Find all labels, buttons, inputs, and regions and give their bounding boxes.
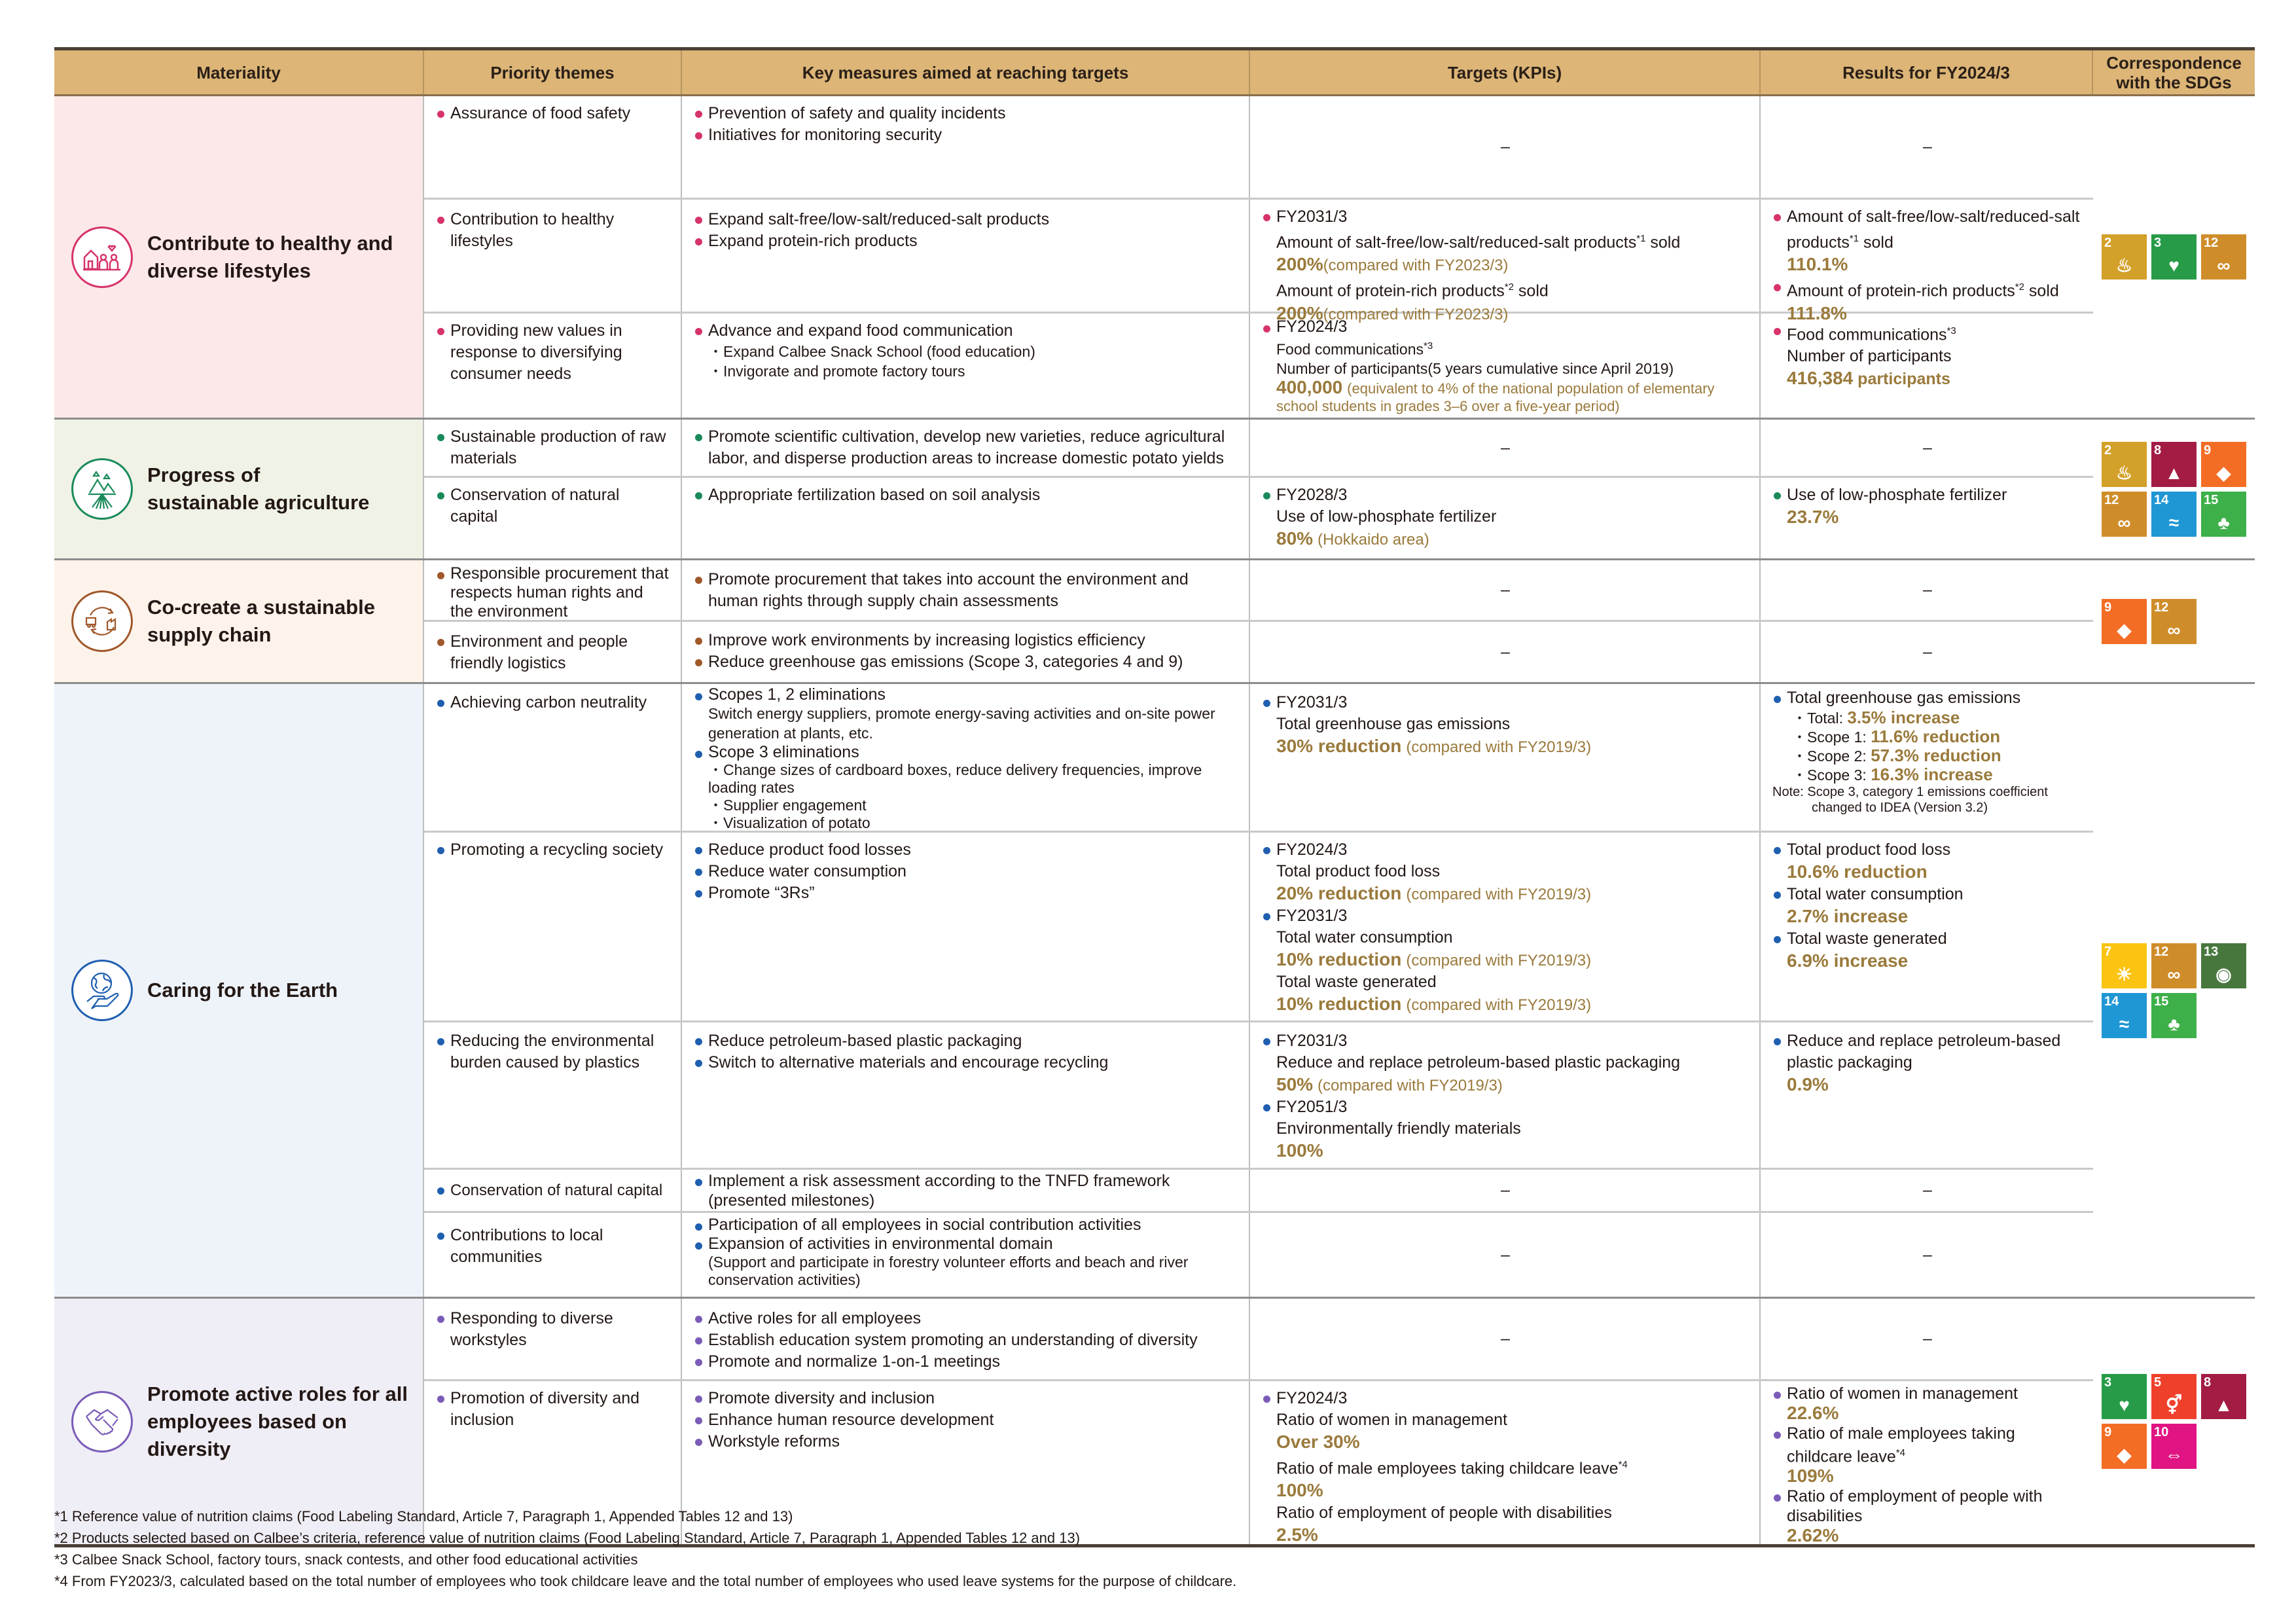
measure-subitem: ・Expand Calbee Snack School (food education) — [708, 343, 1035, 360]
result-value: 22.6% — [1787, 1403, 1839, 1423]
table-row — [424, 1213, 2093, 1297]
target-value: 30% reduction — [1276, 736, 1402, 756]
target-label: Total water consumption — [1276, 928, 1453, 947]
sdg-glyph-icon: ♥ — [2119, 1395, 2130, 1415]
result-label: Total water consumption — [1772, 884, 2083, 905]
result-label: Amount of protein-rich products$^{*2}$ sold — [1772, 276, 2083, 302]
result-label: Total greenhouse gas emissions — [1772, 688, 2083, 708]
result-value: 16.3% increase — [1871, 765, 1993, 784]
result-value: 23.7% — [1787, 507, 1839, 527]
footnotes — [54, 1506, 1236, 1592]
header-sdgs: Correspondence with the SDGs — [2106, 52, 2242, 92]
target-value: 20% reduction — [1276, 883, 1402, 903]
target-value: 400,000 — [1276, 376, 1343, 397]
result-value: 111.8% — [1787, 302, 1847, 323]
priority-theme: Achieving carbon neutrality — [436, 692, 670, 713]
result-label: Total product food loss — [1772, 839, 2083, 861]
target-year: FY2024/3 — [1262, 839, 1749, 861]
priority-theme: Conservation of natural capital — [436, 484, 670, 528]
sdg-glyph-icon: ∞ — [2217, 255, 2231, 276]
result-value: 2.62% — [1787, 1525, 1839, 1546]
target-empty: – — [1250, 622, 1761, 682]
sdg-goal-9-icon — [2102, 599, 2147, 644]
result-value: 2.7% increase — [1787, 906, 1909, 926]
sdg-number: 3 — [2104, 1375, 2112, 1390]
materiality-cell — [54, 96, 424, 418]
result-note: Note: Scope 3, category 1 emissions coefficient — [1772, 785, 2048, 799]
sdg-number: 5 — [2154, 1375, 2162, 1390]
table-row — [424, 1170, 2093, 1213]
measure-item: Promote and normalize 1-on-1 meetings — [694, 1351, 1238, 1373]
measure-item: Expand salt-free/low-salt/reduced-salt products — [694, 209, 1238, 230]
section-earth — [54, 684, 2255, 1299]
table-row: Reducing the environmental burden caused by plastics Reduce petroleum-based plastic packaging Switch to alternative materials and encourage recycling FY2031/3 Reduce and replace petroleum-based plastic packaging 50% (compared with FY2019/3) FY2051/3 Environmentally friendly materials 100% Reduce and replace petroleum-based plastic packaging 0.9% — [424, 1022, 2093, 1170]
result-value: 0.9% — [1787, 1074, 1829, 1094]
target-empty: – — [1250, 1213, 1761, 1297]
sdg-icons — [2102, 599, 2246, 644]
priority-theme: Responding to diverse workstyles — [436, 1308, 670, 1351]
footnote: *3 Calbee Snack School, factory tours, snack contests, and other food educational activities — [54, 1551, 638, 1568]
sdg-goal-9-icon — [2201, 442, 2246, 487]
sdg-number: 12 — [2204, 236, 2219, 250]
target-label: Use of low-phosphate fertilizer — [1276, 507, 1497, 526]
target-value: 2.5% — [1276, 1525, 1318, 1545]
sdg-goal-5-icon — [2151, 1374, 2197, 1419]
measure-item: Establish education system promoting an understanding of diversity — [694, 1329, 1238, 1351]
sdg-glyph-icon: ≈ — [2119, 1013, 2130, 1034]
target-year: FY2028/3 — [1262, 484, 1749, 506]
measure-item: Scope 3 eliminations — [694, 743, 1238, 761]
priority-theme: Promotion of diversity and inclusion — [436, 1388, 670, 1431]
target-label: Amount of protein-rich products$^{*2}$ sold — [1276, 281, 1549, 300]
sdg-cell — [2093, 684, 2255, 1297]
target-value: 10% reduction — [1276, 949, 1402, 969]
result-note: changed to IDEA (Version 3.2) — [1812, 801, 1988, 815]
result-label: Reduce and replace petroleum-based plastic packaging — [1772, 1030, 2083, 1074]
target-label: Ratio of male employees taking childcare leave$^{*4}$ — [1276, 1459, 1628, 1478]
measure-subitem: (Support and participate in forestry volunteer efforts and beach and river conservation activities) — [708, 1254, 1189, 1288]
measure-item: Promote diversity and inclusion — [694, 1388, 1238, 1409]
result-value: 11.6% reduction — [1871, 727, 2001, 746]
measure-item: Expand protein-rich products — [694, 230, 1238, 252]
sdg-number: 9 — [2104, 1425, 2112, 1439]
sdg-number: 14 — [2154, 492, 2169, 507]
target-empty: – — [1250, 1170, 1761, 1211]
sdg-cell — [2093, 560, 2255, 682]
sdg-goal-8-icon — [2151, 442, 2197, 487]
priority-theme: Providing new values in response to diversifying consumer needs — [436, 320, 670, 385]
measure-subitem: (presented milestones) — [708, 1191, 875, 1210]
result-value: 6.9% increase — [1787, 950, 1909, 971]
sdg-goal-2-icon — [2102, 442, 2147, 487]
materiality-title: Promote active roles for all employees based on diversity — [147, 1382, 408, 1460]
sdg-icons — [2102, 234, 2246, 280]
sdg-glyph-icon: ♣ — [2217, 512, 2230, 533]
measure-item: Reduce petroleum-based plastic packaging — [694, 1030, 1238, 1052]
sdg-glyph-icon: ▲ — [2164, 462, 2183, 483]
sdg-number: 3 — [2154, 236, 2162, 250]
measure-item: Active roles for all employees — [694, 1308, 1238, 1329]
priority-theme: Reducing the environmental burden caused by plastics — [436, 1030, 670, 1074]
header-results: Results for FY2024/3 — [1761, 50, 2093, 94]
sdg-glyph-icon: ◆ — [2117, 619, 2132, 640]
target-value: Over 30% — [1276, 1432, 1360, 1452]
measure-item: Workstyle reforms — [694, 1431, 1238, 1453]
table-row — [424, 560, 2093, 622]
target-label: Total greenhouse gas emissions — [1276, 715, 1511, 733]
target-year: FY2051/3 — [1262, 1096, 1749, 1118]
sdg-number: 9 — [2104, 600, 2112, 615]
result-label: Use of low-phosphate fertilizer — [1772, 484, 2083, 506]
measure-item: Enhance human resource development — [694, 1409, 1238, 1431]
measure-item: Implement a risk assessment according to the TNFD framework — [694, 1171, 1238, 1191]
priority-theme: Sustainable production of raw materials — [436, 426, 670, 469]
sdg-glyph-icon: ∞ — [2167, 619, 2181, 640]
target-label: Number of participants(5 years cumulative since April 2019) — [1276, 359, 1674, 377]
measure-item: Switch to alternative materials and encourage recycling — [694, 1052, 1238, 1074]
header-priority-themes: Priority themes — [424, 50, 682, 94]
sdg-goal-10-icon — [2151, 1424, 2197, 1469]
sdg-number: 8 — [2204, 1375, 2212, 1390]
target-empty: – — [1250, 560, 1761, 620]
target-label: Environmentally friendly materials — [1276, 1119, 1521, 1138]
measure-subitem: ・Visualization of potato — [708, 814, 870, 831]
measure-item: Promote “3Rs” — [694, 882, 1238, 904]
sdg-goal-15-icon — [2151, 993, 2197, 1038]
sdg-glyph-icon: ♨ — [2115, 255, 2133, 276]
table-row — [424, 622, 2093, 682]
supply-cycle-icon — [71, 590, 133, 652]
measure-item: Reduce greenhouse gas emissions (Scope 3, categories 4 and 9) — [694, 651, 1238, 673]
sdg-icons — [2102, 442, 2246, 537]
result-empty: – — [1923, 1245, 1932, 1264]
section-supply-chain — [54, 560, 2255, 684]
measure-subitem: ・Supplier engagement — [708, 797, 867, 814]
sdg-goal-13-icon — [2201, 943, 2246, 988]
target-empty: – — [1250, 96, 1761, 198]
sdg-glyph-icon: ♣ — [2168, 1013, 2180, 1034]
sdg-number: 2 — [2104, 236, 2112, 250]
priority-theme: Contributions to local communities — [436, 1225, 670, 1268]
materiality-title: Co-create a sustainable supply chain — [147, 596, 376, 646]
table-row: Providing new values in response to diversifying consumer needs Advance and expand food communication ・Expand Calbee Snack School (food education) ・Invigorate and promote factory tours FY2024/3 Food communications$^{*3}$ Number of participants(5 years cumulative since April 2019) 400,000 (equivalent to 4% of the national population of elementary school students in grades 3–6 over a five-year period) Food communications$^{*3}$ Number of participants 416,384 participants — [424, 314, 2093, 418]
sdg-cell — [2093, 96, 2255, 418]
target-value: 200%(compared with FY2023/3) — [1276, 254, 1509, 275]
header-materiality: Materiality — [54, 50, 424, 94]
result-empty: – — [1923, 642, 1932, 661]
measure-item: Promote scientific cultivation, develop new varieties, reduce agricultural labor, and disperse production areas to increase domestic potato yields — [694, 426, 1238, 469]
result-label: Total waste generated — [1772, 928, 2083, 950]
sdg-number: 15 — [2204, 492, 2219, 507]
section-healthy — [54, 96, 2255, 420]
sdg-goal-12-icon — [2151, 599, 2197, 644]
sdg-cell — [2093, 420, 2255, 558]
measure-item: Reduce product food losses — [694, 839, 1238, 861]
target-year: FY2024/3 — [1262, 1388, 1749, 1409]
sdg-glyph-icon: ▲ — [2214, 1395, 2233, 1415]
handshake-icon — [71, 1391, 133, 1453]
target-value: 50% — [1276, 1074, 1314, 1094]
table-row — [424, 1299, 2093, 1381]
measure-item: Prevention of safety and quality incidents — [694, 103, 1238, 124]
result-empty: – — [1923, 438, 1932, 457]
result-value: 416,384 — [1787, 368, 1854, 389]
footnote: *4 From FY2023/3, calculated based on the total number of employees who took childcare leave and the total number of employees who used leave systems for the purpose of childcare. — [54, 1573, 1237, 1589]
footnote: *2 Products selected based on Calbee’s criteria, reference value of nutrition claims (Food Labeling Standard, Article 7, Paragraph 1, Appended Tables 12 and 13) — [54, 1530, 1081, 1546]
sdg-glyph-icon: ◉ — [2215, 964, 2232, 984]
sdg-number: 13 — [2204, 944, 2219, 959]
measure-item: Improve work environments by increasing logistics efficiency — [694, 630, 1238, 651]
sdg-goal-8-icon — [2201, 1374, 2246, 1419]
sdg-number: 2 — [2104, 442, 2112, 458]
measure-item: Initiatives for monitoring security — [694, 124, 1238, 146]
measure-subitem: ・Invigorate and promote factory tours — [708, 363, 965, 380]
sdg-goal-12-icon — [2201, 234, 2246, 280]
measure-item: Advance and expand food communication — [694, 320, 1238, 342]
sdg-number: 12 — [2104, 492, 2119, 507]
measure-item: Promote procurement that takes into account the environment and human rights through supply chain assessments — [694, 569, 1238, 612]
target-label: Total product food loss — [1276, 862, 1441, 880]
sdg-goal-9-icon — [2102, 1424, 2147, 1469]
priority-theme: Conservation of natural capital — [436, 1180, 662, 1201]
table-row: Achieving carbon neutrality Scopes 1, 2 eliminations Switch energy suppliers, promote energy-saving activities and on-site power generation at plants, etc. Scope 3 eliminations ・Change sizes of cardboard boxes, reduce delivery frequencies, improve loading rates ・Supplier engagement ・Visualization of potato FY2031/3 Total greenhouse gas emissions 30% reduction (compared with FY2019/3) Total greenhouse gas emissions ・Total: 3.5% increase ・Scope 1: 11.6% reduction ・Scope 2: 57.3% reduction ・Scope 3: 16.3% increase Note: Scope 3, category 1 emissions coefficient changed to IDEA (Version 3.2) — [424, 684, 2093, 833]
materiality-title: Contribute to healthy and diverse lifestyles — [147, 231, 393, 282]
table-row: Promoting a recycling society Reduce product food losses Reduce water consumption Promote “3Rs” FY2024/3 Total product food loss 20% reduction (compared with FY2019/3) FY2031/3 Total water consumption 10% reduction (compared with FY2019/3) Total waste generated 10% reduction (compared with FY2019/3) Total product food loss 10.6% reduction Total water consumption 2.7% increase Total waste generated 6.9% increase — [424, 833, 2093, 1022]
materiality-cell — [54, 560, 424, 682]
target-label: Amount of salt-free/low-salt/reduced-salt products$^{*1}$ sold — [1276, 233, 1681, 252]
sdg-cell — [2093, 1299, 2255, 1544]
priority-theme: Environment and people friendly logistics — [436, 631, 670, 674]
sdg-glyph-icon: ≈ — [2168, 512, 2179, 533]
table-row — [424, 96, 2093, 200]
sdg-number: 14 — [2104, 994, 2119, 1009]
priority-theme: Responsible procurement that respects human rights and the environment — [436, 564, 670, 621]
sdg-glyph-icon: ◆ — [2117, 1445, 2132, 1465]
target-year: FY2031/3 — [1262, 1030, 1749, 1052]
sdg-glyph-icon: ☀ — [2115, 964, 2133, 984]
sdg-goal-3-icon — [2102, 1374, 2147, 1419]
target-value: 100% — [1276, 1480, 1323, 1501]
measure-item: Appropriate fertilization based on soil analysis — [694, 484, 1238, 506]
result-value: 110.1% — [1787, 254, 1848, 275]
priority-theme: Contribution to healthy lifestyles — [436, 209, 670, 252]
target-label: Ratio of women in management — [1276, 1411, 1507, 1429]
mountain-field-icon — [71, 458, 133, 520]
sdg-glyph-icon: ∞ — [2117, 512, 2131, 533]
target-year: FY2031/3 — [1262, 905, 1749, 927]
earth-hand-icon — [71, 960, 133, 1021]
sdg-goal-12-icon — [2151, 943, 2197, 988]
priority-theme: Promoting a recycling society — [436, 839, 670, 861]
family-home-icon — [71, 226, 133, 288]
sdg-glyph-icon: ♥ — [2168, 255, 2179, 276]
sdg-number: 8 — [2154, 442, 2162, 458]
result-empty: – — [1923, 1329, 1932, 1348]
sdg-goal-12-icon — [2102, 492, 2147, 537]
result-value: 57.3% reduction — [1871, 746, 2001, 765]
table-header — [54, 50, 2255, 96]
table-row — [424, 420, 2093, 478]
result-label: Ratio of male employees taking childcare leave$^{*4}$ — [1772, 1424, 2083, 1466]
target-label: Reduce and replace petroleum-based plastic packaging — [1276, 1053, 1681, 1072]
sdg-glyph-icon: ⚥ — [2165, 1395, 2183, 1415]
result-label: Amount of salt-free/low-salt/reduced-salt products$^{*1}$ sold — [1772, 206, 2083, 253]
sdg-number: 12 — [2154, 600, 2169, 615]
result-value: 109% — [1787, 1466, 1834, 1487]
footnote: *1 Reference value of nutrition claims (Food Labeling Standard, Article 7, Paragraph 1, Appended Tables 12 and 13) — [54, 1508, 793, 1525]
sdg-icons — [2102, 943, 2246, 1038]
target-empty: – — [1250, 1299, 1761, 1379]
sdg-glyph-icon: ⇔ — [2164, 1445, 2183, 1465]
materiality-table — [54, 47, 2255, 1547]
sdg-goal-14-icon — [2102, 993, 2147, 1038]
sdg-icons — [2102, 1374, 2246, 1469]
sdg-number: 15 — [2154, 994, 2169, 1009]
sdg-goal-7-icon — [2102, 943, 2147, 988]
result-value: 3.5% increase — [1847, 708, 1960, 727]
sdg-goal-15-icon — [2201, 492, 2246, 537]
target-value: 200%(compared with FY2023/3) — [1276, 302, 1509, 323]
measure-subitem: Switch energy suppliers, promote energy-saving activities and on-site power generation at plants, etc. — [708, 705, 1215, 742]
materiality-cell — [54, 420, 424, 558]
measure-item: Participation of all employees in social contribution activities — [694, 1216, 1238, 1235]
section-agriculture — [54, 420, 2255, 560]
sdg-number: 12 — [2154, 944, 2169, 959]
sdg-goal-3-icon — [2151, 234, 2197, 280]
header-key-measures: Key measures aimed at reaching targets — [682, 50, 1250, 94]
sdg-number: 7 — [2104, 944, 2112, 959]
result-label: Ratio of employment of people with disabilities — [1772, 1487, 2083, 1526]
header-targets: Targets (KPIs) — [1250, 50, 1761, 94]
table-row — [424, 200, 2093, 323]
sdg-glyph-icon: ∞ — [2167, 964, 2181, 984]
materiality-title: Caring for the Earth — [147, 979, 338, 1001]
target-value: 80% — [1276, 528, 1314, 549]
measure-item: Reduce water consumption — [694, 861, 1238, 882]
target-year: FY2024/3 — [1262, 317, 1749, 336]
sdg-glyph-icon: ♨ — [2115, 462, 2133, 483]
materiality-cell — [54, 684, 424, 1297]
measure-subitem: ・Change sizes of cardboard boxes, reduce delivery frequencies, improve loading rates — [708, 761, 1202, 796]
target-value: 100% — [1276, 1140, 1323, 1161]
result-label: Ratio of women in management — [1772, 1384, 2083, 1403]
materiality-title: Progress of sustainable agriculture — [147, 463, 370, 514]
sdg-number: 9 — [2204, 442, 2212, 458]
measure-item: Scopes 1, 2 eliminations — [694, 685, 1238, 704]
measure-item: Expansion of activities in environmental domain — [694, 1235, 1238, 1254]
result-empty: – — [1923, 581, 1932, 599]
target-year: FY2031/3 — [1262, 206, 1749, 228]
target-label: Total waste generated — [1276, 973, 1437, 991]
sdg-glyph-icon: ◆ — [2216, 462, 2231, 483]
result-empty: – — [1923, 137, 1932, 156]
sdg-number: 10 — [2154, 1425, 2169, 1439]
target-value: 10% reduction — [1276, 994, 1402, 1014]
result-empty: – — [1923, 1181, 1932, 1199]
sdg-goal-2-icon — [2102, 234, 2147, 280]
table-row: Conservation of natural capital Appropriate fertilization based on soil analysis FY2028/3 Use of low-phosphate fertilizer 80% (Hokkaido area) Use of low-phosphate fertilizer 23.7% — [424, 478, 2093, 558]
result-value: 10.6% reduction — [1787, 861, 1928, 882]
sdg-goal-14-icon — [2151, 492, 2197, 537]
target-label: Ratio of employment of people with disabilities — [1276, 1504, 1612, 1523]
target-year: FY2031/3 — [1262, 692, 1749, 713]
target-empty: – — [1250, 420, 1761, 476]
priority-theme: Assurance of food safety — [436, 103, 670, 124]
